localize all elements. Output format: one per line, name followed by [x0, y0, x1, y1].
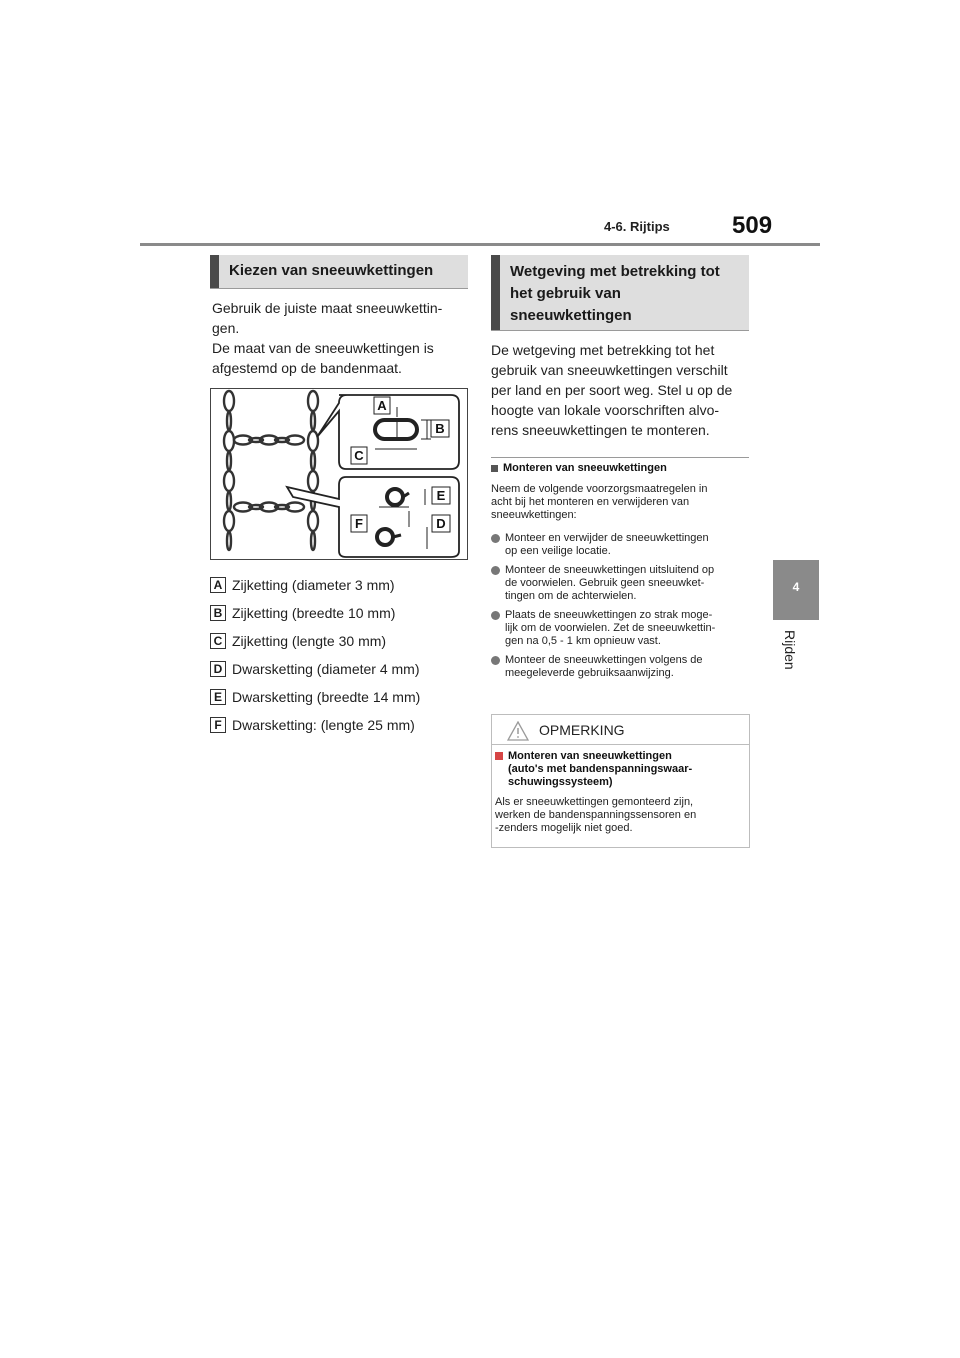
square-bullet-icon: [491, 465, 498, 472]
text-line: lijk om de voorwielen. Zet de sneeuwkettin-: [505, 622, 716, 634]
snow-chain-figure: [210, 388, 468, 560]
text-line: per land en per soort weg. Stel u op de: [491, 382, 733, 398]
text-line: Monteer de sneeuwkettingen volgens de: [505, 654, 703, 666]
section-heading-choosing-chains: Kiezen van sneeuwkettingen: [210, 255, 468, 288]
text-line: gen na 0,5 - 1 km opnieuw vast.: [505, 635, 661, 647]
legend-letter: C: [210, 633, 226, 649]
text-line: Monteren van sneeuwkettingen: [508, 750, 672, 762]
heading-divider: [210, 288, 468, 289]
notice-subheading: [495, 750, 745, 789]
legend-text: Zijketting (breedte 10 mm): [232, 605, 396, 621]
heading-line: het gebruik van: [510, 285, 621, 302]
text-line: -zenders mogelijk niet goed.: [495, 822, 633, 834]
text-line: rens sneeuwkettingen te monteren.: [491, 422, 710, 438]
left-intro-text: [212, 298, 472, 378]
legend-letter: B: [210, 605, 226, 621]
snow-chain-illustration: [211, 389, 467, 559]
text-line: Monteer en verwijder de sneeuwkettingen: [505, 532, 709, 544]
bullet-icon: [491, 534, 500, 543]
red-square-bullet-icon: [495, 752, 503, 760]
text-line: werken de bandenspanningssensoren en: [495, 809, 697, 821]
text-line: afgestemd op de bandenmaat.: [212, 360, 402, 376]
legend-text: Dwarsketting (diameter 4 mm): [232, 661, 420, 677]
text-line: Gebruik de juiste maat sneeuwkettin-: [212, 300, 443, 316]
notice-body: [495, 796, 745, 835]
page-number: 509: [732, 212, 773, 239]
figure-label-c: C: [354, 448, 364, 463]
text-line: (auto's met bandenspanningswaar-: [508, 763, 693, 775]
text-line: Monteer de sneeuwkettingen uitsluitend op: [505, 564, 715, 576]
bullet-icon: [491, 656, 500, 665]
notice-divider: [491, 744, 750, 745]
legend-item: [210, 571, 470, 599]
legend-item: [210, 655, 470, 683]
legend-item: [210, 599, 470, 627]
text-line: sneeuwkettingen:: [491, 509, 577, 521]
list-item: [491, 609, 753, 648]
text-line: tingen om de achterwielen.: [505, 590, 637, 602]
legend-item: [210, 683, 470, 711]
right-intro-text: [491, 340, 753, 440]
legend-text: Zijketting (lengte 30 mm): [232, 633, 387, 649]
heading-divider: [491, 330, 749, 331]
text-line: gebruik van sneeuwkettingen verschilt: [491, 362, 728, 378]
text-line: acht bij het monteren en verwijderen van: [491, 496, 690, 508]
legend-text: Dwarsketting: (lengte 25 mm): [232, 717, 415, 733]
chapter-number: 4: [792, 580, 800, 594]
legend-text: Dwarsketting (breedte 14 mm): [232, 689, 421, 705]
text-line: Als er sneeuwkettingen gemonteerd zijn,: [495, 796, 694, 808]
legend-text: Zijketting (diameter 3 mm): [232, 577, 395, 593]
legend-letter: F: [210, 717, 226, 733]
text-line: meegeleverde gebruiksaanwijzing.: [505, 667, 674, 679]
warning-icon: [507, 721, 529, 741]
bullet-icon: [491, 611, 500, 620]
list-item: [491, 532, 753, 558]
list-item: [491, 564, 753, 603]
precautions-intro: [491, 483, 753, 522]
chapter-label-text: Rijden: [782, 630, 798, 670]
figure-legend: [210, 571, 470, 739]
heading-line: Wetgeving met betrekking tot: [510, 263, 720, 280]
notice-title: OPMERKING: [539, 722, 625, 738]
list-item: [491, 654, 753, 680]
subsection-divider: [491, 457, 749, 458]
legend-item: [210, 627, 470, 655]
header-divider: [140, 243, 820, 246]
legend-item: [210, 711, 470, 739]
legend-letter: E: [210, 689, 226, 705]
figure-label-d: D: [436, 516, 446, 531]
section-label: 4-6. Rijtips: [604, 219, 670, 234]
figure-label-b: B: [435, 421, 445, 436]
figure-label-a: A: [377, 398, 387, 413]
text-line: hoogte van lokale voorschriften alvo-: [491, 402, 720, 418]
notice-header: [491, 720, 750, 742]
text-line: de voorwielen. Gebruik geen sneeuwket-: [505, 577, 705, 589]
text-line: Plaats de sneeuwkettingen zo strak moge-: [505, 609, 713, 621]
text-line: gen.: [212, 320, 240, 336]
figure-label-f: F: [355, 516, 363, 531]
text-line: Neem de volgende voorzorgsmaatregelen in: [491, 483, 708, 495]
text-line: De maat van de sneeuwkettingen is: [212, 340, 434, 356]
chapter-label: [782, 630, 806, 690]
text-line: schuwingssysteem): [508, 776, 613, 788]
text-line: op een veilige locatie.: [505, 545, 611, 557]
text-line: De wetgeving met betrekking tot het: [491, 342, 715, 358]
figure-label-e: E: [436, 488, 446, 503]
subheading-mounting: [491, 462, 751, 474]
section-heading-legislation: [491, 255, 749, 330]
legend-letter: D: [210, 661, 226, 677]
heading-line: sneeuwkettingen: [510, 307, 632, 324]
bullet-icon: [491, 566, 500, 575]
legend-letter: A: [210, 577, 226, 593]
precautions-list: [491, 532, 753, 686]
subheading-text: Monteren van sneeuwkettingen: [503, 462, 667, 474]
